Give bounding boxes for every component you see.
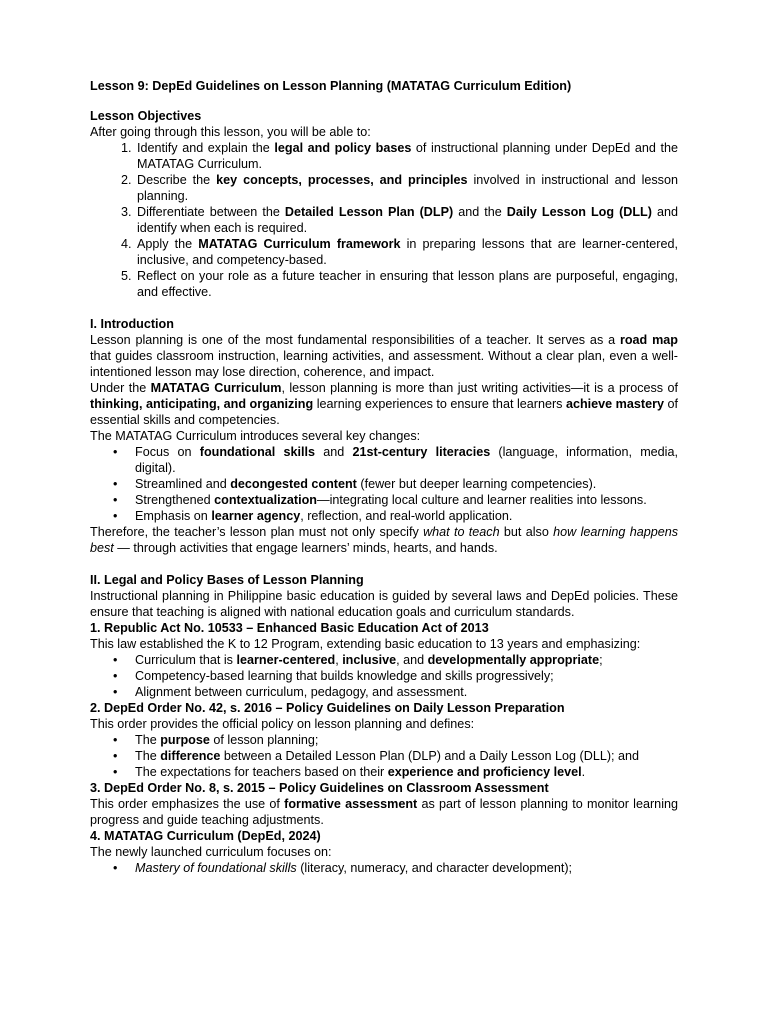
list-item: • The expectations for teachers based on their experience and proficiency level. bbox=[135, 764, 678, 780]
list-item: • Emphasis on learner agency, reflection, and real-world application. bbox=[135, 508, 678, 524]
intro-paragraph: Therefore, the teacher’s lesson plan must not only specify what to teach but also how learning happens best — through activities that engage learners’ minds, hearts, and hands. bbox=[90, 525, 679, 555]
objective-item: 2. Describe the key concepts, processes, and principles involved in instructional and lesson planning. bbox=[135, 172, 678, 204]
objectives-list bbox=[90, 140, 678, 300]
do42-heading: 2. DepEd Order No. 42, s. 2016 – Policy Guidelines on Daily Lesson Preparation bbox=[90, 701, 565, 715]
do42-paragraph: This order provides the official policy on lesson planning and defines: bbox=[90, 717, 475, 731]
introduction-heading: I. Introduction bbox=[90, 317, 174, 331]
matatag-list bbox=[90, 860, 678, 876]
legal-heading: II. Legal and Policy Bases of Lesson Planning bbox=[90, 573, 364, 587]
list-item: • Curriculum that is learner-centered, inclusive, and developmentally appropriate; bbox=[135, 652, 678, 668]
do8-heading: 3. DepEd Order No. 8, s. 2015 – Policy Guidelines on Classroom Assessment bbox=[90, 781, 549, 795]
list-item: • Streamlined and decongested content (fewer but deeper learning competencies). bbox=[135, 476, 678, 492]
objective-item: 3. Differentiate between the Detailed Lesson Plan (DLP) and the Daily Lesson Log (DLL) and identify when each is required. bbox=[135, 204, 678, 236]
intro-paragraph: The MATATAG Curriculum introduces several key changes: bbox=[90, 429, 421, 443]
list-item: • Competency-based learning that builds knowledge and skills progressively; bbox=[135, 668, 678, 684]
ra-10533-list bbox=[90, 652, 678, 700]
objectives-heading: Lesson Objectives bbox=[90, 109, 202, 123]
objective-item: 4. Apply the MATATAG Curriculum framework in preparing lessons that are learner-centered, inclusive, and competency-based. bbox=[135, 236, 678, 268]
list-item: • Mastery of foundational skills (literacy, numeracy, and character development); bbox=[135, 860, 678, 876]
do42-list bbox=[90, 732, 678, 780]
objective-item: 5. Reflect on your role as a future teacher in ensuring that lesson plans are purposeful, engaging, and effective. bbox=[135, 268, 678, 300]
lesson-title: Lesson 9: DepEd Guidelines on Lesson Planning (MATATAG Curriculum Edition) bbox=[90, 79, 572, 93]
objectives-intro: After going through this lesson, you will be able to: bbox=[90, 125, 371, 139]
ra-10533-heading: 1. Republic Act No. 10533 – Enhanced Basic Education Act of 2013 bbox=[90, 621, 489, 635]
intro-paragraph: Under the MATATAG Curriculum, lesson planning is more than just writing activities—it is a process of thinking, anticipating, and organizing learning experiences to ensure that learners achieve mastery of essential skills and competencies. bbox=[90, 381, 679, 427]
key-changes-list bbox=[90, 444, 678, 524]
list-item: • Focus on foundational skills and 21st-century literacies (language, information, media, digital). bbox=[135, 444, 678, 476]
list-item: • Alignment between curriculum, pedagogy, and assessment. bbox=[135, 684, 678, 700]
list-item: • The purpose of lesson planning; bbox=[135, 732, 678, 748]
ra-10533-paragraph: This law established the K to 12 Program, extending basic education to 13 years and emphasizing: bbox=[90, 637, 641, 651]
list-item: • The difference between a Detailed Lesson Plan (DLP) and a Daily Lesson Log (DLL); and bbox=[135, 748, 678, 764]
matatag-paragraph: The newly launched curriculum focuses on: bbox=[90, 845, 332, 859]
objective-item: 1. Identify and explain the legal and policy bases of instructional planning under DepEd and the MATATAG Curriculum. bbox=[135, 140, 678, 172]
legal-paragraph: Instructional planning in Philippine basic education is guided by several laws and DepEd policies. These ensure that teaching is aligned with national education goals and curriculum standards. bbox=[90, 589, 678, 619]
matatag-heading: 4. MATATAG Curriculum (DepEd, 2024) bbox=[90, 829, 321, 843]
list-item: • Strengthened contextualization—integrating local culture and learner realities into lessons. bbox=[135, 492, 678, 508]
intro-paragraph: Lesson planning is one of the most fundamental responsibilities of a teacher. It serves as a road map that guides classroom instruction, learning activities, and assessment. Without a clear plan, even a well-intentioned lesson may lose direction, coherence, and impact. bbox=[90, 333, 678, 379]
document-page bbox=[90, 78, 678, 876]
do8-paragraph: This order emphasizes the use of formative assessment as part of lesson planning to monitor learning progress and guide teaching adjustments. bbox=[90, 797, 678, 827]
